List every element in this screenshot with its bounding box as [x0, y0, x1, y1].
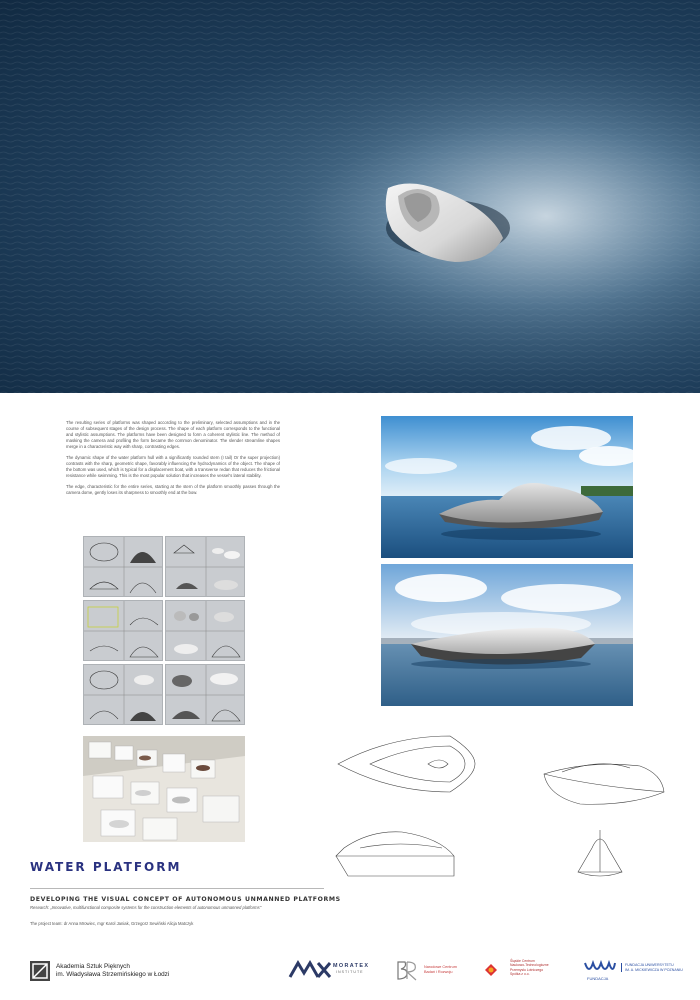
scnt-name-line-4: Spółka z o.o.	[510, 971, 530, 976]
cad-view	[83, 536, 163, 597]
asp-logo-icon	[30, 961, 50, 981]
sponsor-footer	[0, 955, 700, 995]
description-paragraph-3: The edge, characteristic for the entire series, starting at the stern of the platform smoothly passes through the camera dome, gently loses its sharpness to smoothly end at the bow.	[66, 484, 280, 495]
scnt-name-line-3: Przemysłu Lotniczego	[510, 967, 544, 972]
uam-foundation-logo-text: FUNDACJA	[587, 976, 609, 981]
ncbr-name	[424, 965, 464, 975]
page-subtitle: DEVELOPING THE VISUAL CONCEPT OF AUTONOMOUS UNMANNED PLATFORMS	[30, 896, 341, 903]
research-note: Research: „Innovative, multifunctional composite systems for the construction elements of autonomous unmanned platforms"	[30, 905, 262, 910]
cad-view	[83, 664, 163, 725]
page-title: WATER PLATFORM	[30, 860, 182, 874]
title-divider	[30, 888, 324, 889]
asp-name-line-1: Akademia Sztuk Pięknych	[56, 963, 130, 970]
technical-drawings	[330, 730, 670, 890]
scnt-logo-icon	[485, 963, 497, 975]
ncbr-logo-icon	[395, 959, 419, 983]
uam-foundation-logo-icon	[583, 959, 617, 981]
description-paragraph-2: The dynamic shape of the water platform hull with a significantly rounded stern (I tail) Or the super projection) contrasts with the sharp, geometric shape, favorably influencing the hydrodynamics of the object. The shape of the bottom was used, which is typical for a displacement boat, with a transverse redan that reduces the frictional resistance while swimming. This is the most popular solution that increases the vessel's lateral stability.	[66, 455, 280, 478]
description-paragraph-1: The resulting series of platforms was shaped according to the preliminary, selected assumptions and in the course of subsequent stages of the design process. The shape of each platform corresponds to the functional and stylistic assumptions. The platforms have been designed to form a coherent stylistic line. The method of masking the camera and profiling the form became the common denominator. The slender streamline shapes merge in a characteristic way with sharp, contrasting edges.	[66, 420, 280, 449]
cad-view	[165, 536, 245, 597]
cad-screenshot-grid	[83, 536, 245, 726]
uam-foundation-name-line-1: FUNDACJA UNIWERSYTETU	[625, 963, 674, 967]
scnt-name	[510, 959, 570, 976]
moratex-sub: INSTITUTE	[336, 970, 364, 974]
scnt-name-line-2: Naukowo-Technologiczne	[510, 963, 549, 968]
uam-foundation-name-line-2: IM. A. MICKIEWICZA W POZNANIU	[625, 967, 683, 972]
ncbr-name-line-1: Narodowe Centrum	[424, 965, 457, 969]
platform-render-lake	[381, 564, 633, 706]
platform-render-sky	[381, 416, 633, 558]
cad-view	[83, 600, 163, 661]
ncbr-name-line-2: Badań i Rozwoju	[424, 970, 453, 974]
cad-view	[165, 664, 245, 725]
cad-view	[165, 600, 245, 661]
asp-name	[56, 963, 169, 979]
scnt-name-line-1: Śląskie Centrum	[510, 959, 535, 963]
description-text	[66, 420, 280, 501]
project-team: The project team: dr Anna Mrowiec, mgr Karol Janiak, Grzegorz Sewiński Alicja Matczyk	[30, 921, 194, 926]
asp-name-line-2: im. Władysława Strzemińskiego w Łodzi	[56, 971, 170, 978]
moratex-name: MORATEX	[333, 963, 370, 969]
hero-aerial-photo	[0, 0, 700, 393]
uam-foundation-name	[621, 963, 691, 972]
hero-water-illustration	[0, 0, 700, 393]
sketches-desk-photo	[83, 736, 245, 842]
